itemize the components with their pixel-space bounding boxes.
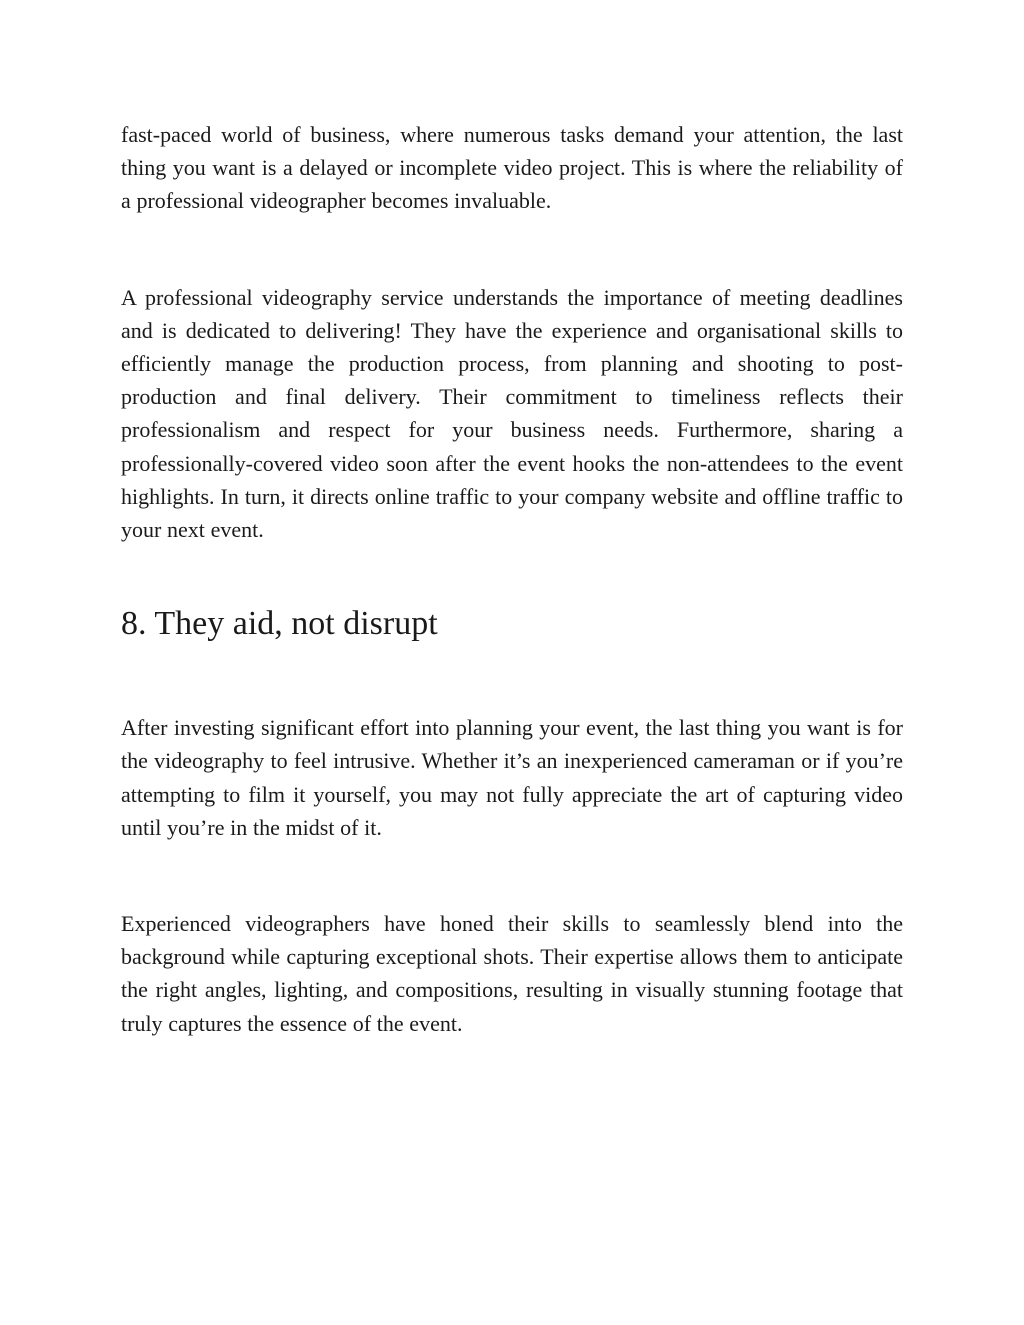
document-page (121, 118, 903, 1040)
paragraph-intrusive: After investing significant effort into planning your event, the last thing you want is for the videography to feel intrusive. Whether it’s an inexperienced cameraman or if you’re attempting to film it yourself, you may not fully appreciate the art of capturing video until you’re in the midst of it. (121, 715, 903, 840)
paragraph-experienced: Experienced videographers have honed their skills to seamlessly blend into the background while capturing exceptional shots. Their expertise allows them to anticipate the right angles, lighting, and compositions, resulting in visually stunning footage that truly captures the essence of the event. (121, 911, 903, 1036)
paragraph-reliability: fast-paced world of business, where numerous tasks demand your attention, the last thing you want is a delayed or incomplete video project. This is where the reliability of a professional videographer becomes invaluable. (121, 122, 903, 214)
section-heading: 8. They aid, not disrupt (121, 605, 438, 643)
paragraph-deadlines: A professional videography service understands the importance of meeting deadlines and is dedicated to delivering! They have the experience and organisational skills to efficiently manage the production process, from planning and shooting to post-production and final delivery. Their commitment to timeliness reflects their professionalism and respect for your business needs. Furthermore, sharing a professionally-covered video soon after the event hooks the non-attendees to the event highlights. In turn, it directs online traffic to your company website and offline traffic to your next event. (121, 284, 903, 543)
